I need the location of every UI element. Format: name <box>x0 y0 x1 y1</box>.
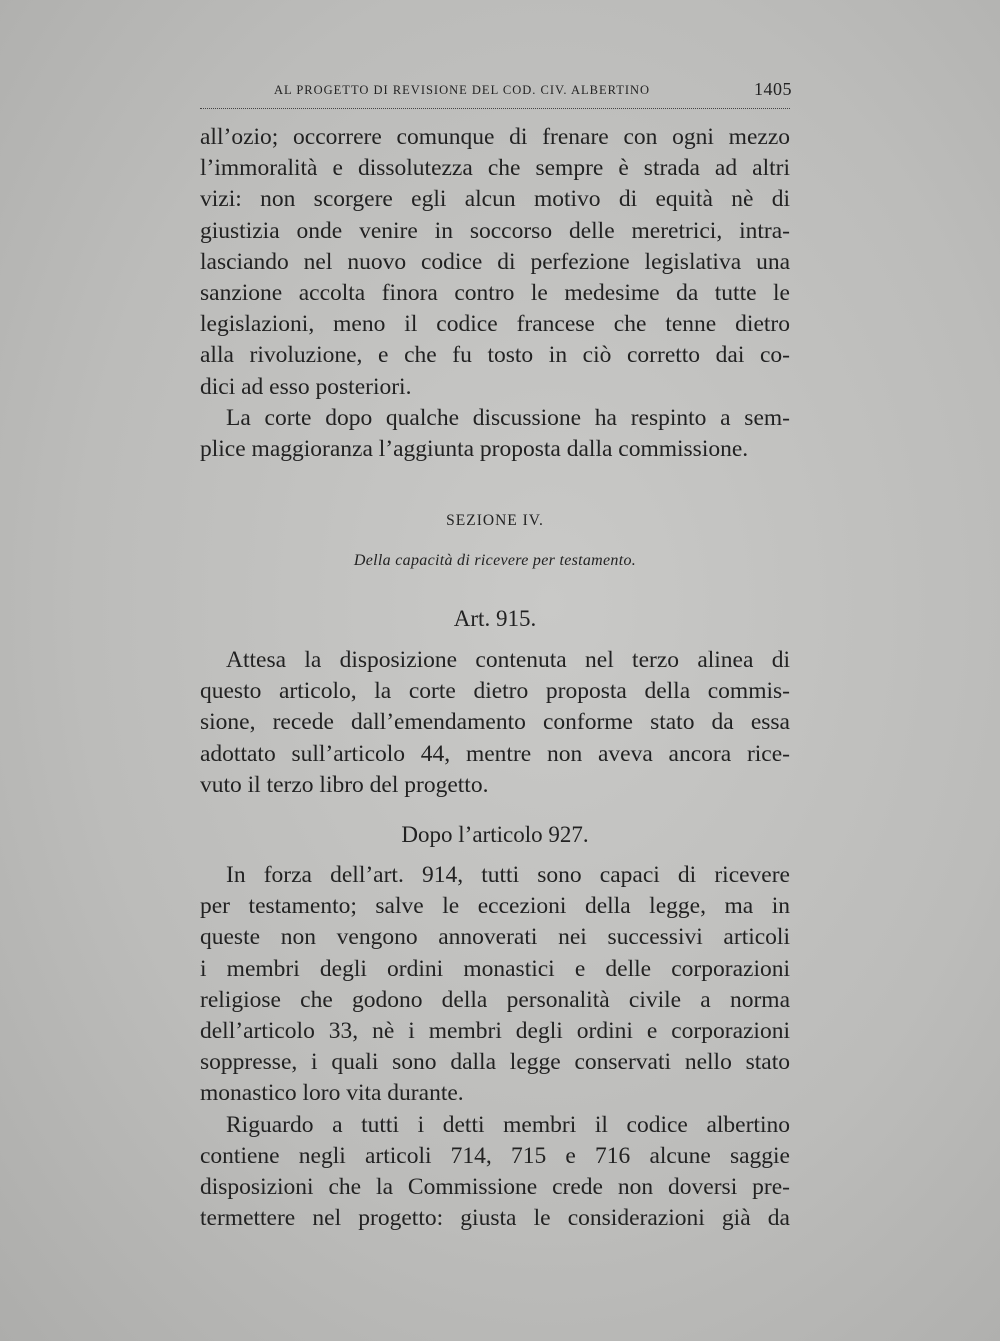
text-line: lasciando nel nuovo codice di perfezione legislativa una <box>200 248 790 275</box>
article-915-text <box>200 645 790 801</box>
text-line: questo articolo, la corte dietro proposta della commis- <box>200 678 790 705</box>
text-line: In forza dell’art. 914, tutti sono capaci di ricevere <box>226 862 790 888</box>
article-927-text <box>200 860 790 1234</box>
paragraph-decision <box>200 403 790 465</box>
running-head <box>262 80 792 106</box>
text-line: Riguardo a tutti i detti membri il codice albertino <box>226 1111 790 1138</box>
text-line: vuto il terzo libro del progetto. <box>200 771 489 798</box>
text-line: alla rivoluzione, e che fu tosto in ciò corretto dai co- <box>200 342 790 369</box>
text-line: vizi: non scorgere egli alcun motivo di equità nè di <box>200 186 790 213</box>
text-line: Attesa la disposizione contenuta nel terzo alinea di <box>226 647 790 673</box>
text-line: sanzione accolta finora contro le medesime da tutte le <box>200 280 790 307</box>
text-line: queste non vengono annoverati nei successivi articoli <box>200 924 790 951</box>
text-line: i membri degli ordini monastici e delle corporazioni <box>200 955 790 982</box>
section-heading: SEZIONE IV. <box>446 512 544 529</box>
header-rule <box>200 108 790 109</box>
section-subtitle: Della capacità di ricevere per testamento. <box>353 552 637 569</box>
text-line: plice maggioranza l’aggiunta proposta dalla commissione. <box>200 436 749 463</box>
article-heading: Dopo l’articolo 927. <box>401 822 589 847</box>
text-line: monastico loro vita durante. <box>200 1080 464 1107</box>
paragraph-continuation <box>200 122 790 403</box>
text-line: dell’articolo 33, nè i membri degli ordini e corporazioni <box>200 1018 790 1045</box>
text-line: disposizioni che la Commissione crede non doversi pre- <box>200 1174 790 1201</box>
text-line: l’immoralità e dissolutezza che sempre è strada ad altri <box>200 155 790 182</box>
text-line: dici ad esso posteriori. <box>200 373 412 400</box>
text-line: giustizia onde venire in soccorso delle meretrici, intra- <box>200 217 790 244</box>
page-number: 1405 <box>754 79 792 99</box>
text-line: contiene negli articoli 714, 715 e 716 alcune saggie <box>200 1142 790 1169</box>
text-line: all’ozio; occorrere comunque di frenare con ogni mezzo <box>200 124 790 150</box>
text-line: La corte dopo qualche discussione ha respinto a sem- <box>226 405 790 431</box>
text-line: sione, recede dall’emendamento conforme stato da essa <box>200 709 790 736</box>
running-title: AL PROGETTO DI REVISIONE DEL COD. CIV. ALBERTINO <box>274 83 651 97</box>
text-line: soppresse, i quali sono dalla legge conservati nello stato <box>200 1049 790 1076</box>
text-line: termettere nel progetto: giusta le considerazioni già da <box>200 1205 790 1232</box>
text-line: adottato sull’articolo 44, mentre non aveva ancora rice- <box>200 740 790 767</box>
text-line: legislazioni, meno il codice francese che tenne dietro <box>200 311 790 338</box>
text-line: religiose che godono della personalità civile a norma <box>200 986 790 1013</box>
text-line: per testamento; salve le eccezioni della legge, ma in <box>200 893 790 920</box>
article-heading: Art. 915. <box>453 606 537 631</box>
